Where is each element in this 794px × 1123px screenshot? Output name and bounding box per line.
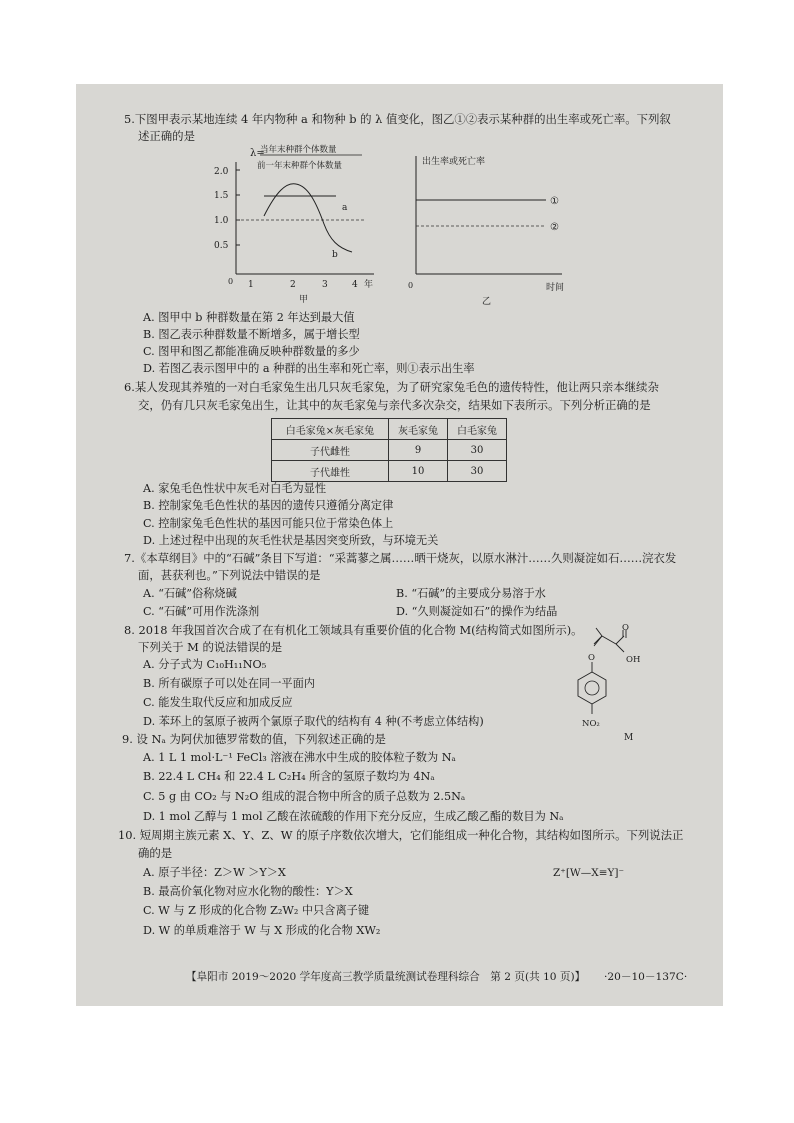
q6-table <box>271 418 507 482</box>
chart-yi-label-1: ① <box>550 196 559 207</box>
q7-option-d: D. “久则凝淀如石”的操作为结晶 <box>396 605 558 618</box>
q8-structure-oh: OH <box>626 655 641 665</box>
q8-stem-line2: 下列关于 M 的说法错误的是 <box>138 640 283 654</box>
q6-stem-line2: 交，仍有几只灰毛家兔出生，让其中的灰毛家兔与亲代多次杂交，结果如下表所示。下列分析正确的是 <box>138 398 651 412</box>
chart-jia-xtick-3: 3 <box>322 280 328 290</box>
table-row <box>272 440 507 461</box>
q6-table-header-cross: 白毛家兔×灰毛家兔 <box>272 419 389 440</box>
q8-structure-o1: O <box>622 624 629 633</box>
q5-option-c: C. 图甲和图乙都能准确反映种群数量的多少 <box>143 345 360 358</box>
chart-jia-ytick-1: 1.0 <box>214 216 229 226</box>
q10-stem-line1: 10. 短周期主族元素 X、Y、Z、W 的原子序数依次增大，它们能组成一种化合物，其结构如图所示。下列说法正 <box>118 828 684 842</box>
q6-table-header-grey: 灰毛家兔 <box>389 419 448 440</box>
q6-table-row1-grey: 9 <box>389 440 448 461</box>
q6-table-row2-white: 30 <box>448 461 507 482</box>
chart-jia-origin: 0 <box>228 277 234 286</box>
chart-yi-origin: 0 <box>408 281 414 290</box>
chart-yi-ylabel: 出生率或死亡率 <box>422 157 486 167</box>
q5-option-d: D. 若图乙表示图甲中的 a 种群的出生率和死亡率，则①表示出生率 <box>143 362 475 375</box>
q5-option-b: B. 图乙表示种群数量不断增多，属于增长型 <box>143 328 360 341</box>
q6-option-d: D. 上述过程中出现的灰毛性状是基因突变所致，与环境无关 <box>143 534 439 547</box>
q6-option-b: B. 控制家兔毛色性状的基因的遗传只遵循分离定律 <box>143 499 394 512</box>
q10-option-b: B. 最高价氧化物对应水化物的酸性：Y＞X <box>143 885 353 898</box>
q7-stem-line1: 7.《本草纲目》中的“石碱”条目下写道：“采蒿蓼之属……晒干烧灰，以原水淋汁……久则凝淀如石……浣衣发 <box>124 551 677 565</box>
q9-option-d: D. 1 mol 乙醇与 1 mol 乙酸在浓硫酸的作用下充分反应，生成乙酸乙酯的数目为 Nₐ <box>143 810 564 823</box>
q6-stem-line1: 6.某人发现其养殖的一对白毛家兔生出几只灰毛家兔，为了研究家兔毛色的遗传特性，他让两只亲本继续杂 <box>124 380 659 394</box>
page-code: ·20－10－137C· <box>604 971 688 983</box>
chart-jia-label-b: b <box>332 250 338 260</box>
chart-jia-x-unit: 年 <box>364 280 374 290</box>
q6-table-row2-label: 子代雄性 <box>272 461 389 482</box>
chart-jia-xtick-1: 1 <box>248 280 254 290</box>
chart-yi-xlabel: 时间 <box>546 283 565 293</box>
chart-jia-ytick-0-5: 0.5 <box>214 241 229 251</box>
q6-table-row2-grey: 10 <box>389 461 448 482</box>
q8-structure-no2: NO₂ <box>582 719 600 729</box>
chart-jia <box>214 144 394 304</box>
chart-yi-label-2: ② <box>550 222 559 233</box>
q8-structure-o2: O <box>588 653 595 663</box>
q9-option-b: B. 22.4 L CH₄ 和 22.4 L C₂H₄ 所含的氢原子数均为 4Nₐ <box>143 770 435 783</box>
q8-structure-m <box>566 624 656 744</box>
chart-jia-xtick-4: 4 <box>352 280 358 290</box>
q10-stem-line2: 确的是 <box>138 846 173 860</box>
q8-option-a: A. 分子式为 C₁₀H₁₁NO₅ <box>143 658 267 671</box>
q10-option-a: A. 原子半径：Z＞W ＞Y＞X <box>143 866 286 879</box>
chart-jia-lambda-den: 前一年末种群个体数量 <box>257 161 343 171</box>
chart-jia-lambda-prefix: λ= <box>250 148 265 159</box>
chart-jia-lambda-num: 当年末种群个体数量 <box>260 145 337 155</box>
q9-option-c: C. 5 g 由 CO₂ 与 N₂O 组成的混合物中所含的质子总数为 2.5Nₐ <box>143 790 466 803</box>
chart-jia-ytick-1-5: 1.5 <box>214 191 229 201</box>
q8-structure-name: M <box>624 733 634 743</box>
chart-yi <box>404 150 584 310</box>
q10-formula: Z⁺[W—X≡Y]⁻ <box>553 867 625 879</box>
q9-stem-line1: 9. 设 Nₐ 为阿伏加德罗常数的值，下列叙述正确的是 <box>122 732 386 746</box>
chart-jia-ytick-2: 2.0 <box>214 167 229 177</box>
q6-option-c: C. 控制家兔毛色性状的基因可能只位于常染色体上 <box>143 517 394 530</box>
q10-option-c: C. W 与 Z 形成的化合物 Z₂W₂ 中只含离子键 <box>143 904 370 917</box>
page-footer: 【阜阳市 2019～2020 学年度高三教学质量统测试卷理科综合 第 2 页(共 10 页)】 <box>186 971 586 983</box>
q7-stem-line2: 面，甚获利也。”下列说法中错误的是 <box>138 568 321 582</box>
q5-option-a: A. 图甲中 b 种群数量在第 2 年达到最大值 <box>143 311 355 324</box>
table-row <box>272 461 507 482</box>
q5-stem-line2: 述正确的是 <box>138 129 195 143</box>
q6-table-header-white: 白毛家兔 <box>448 419 507 440</box>
q8-option-d: D. 苯环上的氢原子被两个氯原子取代的结构有 4 种(不考虑立体结构) <box>143 715 484 728</box>
q6-option-a: A. 家兔毛色性状中灰毛对白毛为显性 <box>143 482 327 495</box>
q7-option-c: C. “石碱”可用作洗涤剂 <box>143 605 260 618</box>
q5-stem-line1: 5.下图甲表示某地连续 4 年内物种 a 和物种 b 的 λ 值变化，图乙①②表示某种群的出生率或死亡率。下列叙 <box>124 112 671 126</box>
q10-option-d: D. W 的单质难溶于 W 与 X 形成的化合物 XW₂ <box>143 924 381 937</box>
q9-option-a: A. 1 L 1 mol·L⁻¹ FeCl₃ 溶液在沸水中生成的胶体粒子数为 Nₐ <box>143 751 456 764</box>
chart-jia-xtick-2: 2 <box>290 280 296 290</box>
q6-table-row1-white: 30 <box>448 440 507 461</box>
q8-benzene-ring <box>578 672 606 704</box>
q7-option-a: A. “石碱”俗称烧碱 <box>143 587 237 600</box>
chart-jia-label-a: a <box>342 203 348 213</box>
chart-jia-series-b <box>264 184 352 252</box>
chart-jia-caption: 甲 <box>299 295 309 304</box>
q8-option-c: C. 能发生取代反应和加成反应 <box>143 696 293 709</box>
q6-table-row1-label: 子代雌性 <box>272 440 389 461</box>
q8-stem-line1: 8. 2018 年我国首次合成了在有机化工领域具有重要价值的化合物 M(结构简式如图所示)。 <box>124 623 583 637</box>
q7-option-b: B. “石碱”的主要成分易溶于水 <box>396 587 546 600</box>
q8-option-b: B. 所有碳原子可以处在同一平面内 <box>143 677 315 690</box>
chart-yi-caption: 乙 <box>482 297 492 307</box>
